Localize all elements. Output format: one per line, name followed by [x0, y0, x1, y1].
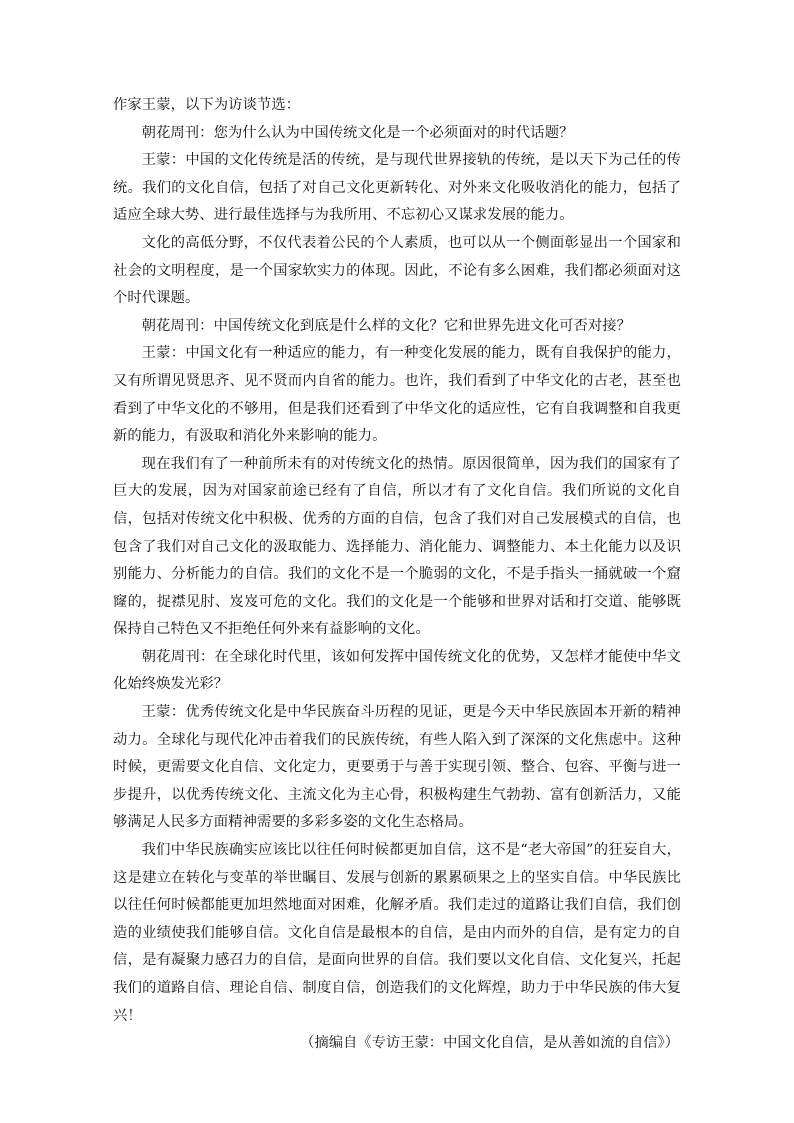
question-3: 朝花周刊：在全球化时代里，该如何发挥中国传统文化的优势，又怎样才能使中华文化始终焕发光彩？ — [113, 648, 681, 693]
document-page — [113, 92, 681, 1058]
answer-2-paragraph-2: 现在我们有了一种前所未有的对传统文化的热情。原因很简单，因为我们的国家有了巨大的发展，因为对国家前途已经有了自信，所以才有了文化自信。我们所说的文化自信，包括对传统文化中积极、优秀的方面的自信，包含了我们对自己发展模式的自信，也包含了我们对自己文化的汲取能力、选择能力、消化能力、调整能力、本土化能力以及识别能力、分析能力的自信。我们的文化不是一个脆弱的文化，不是手指头一捅就破一个窟窿的，捉襟见肘、岌岌可危的文化。我们的文化是一个能够和世界对话和打交道、能够既保持自己特色又不拒绝任何外来有益影响的文化。 — [113, 455, 681, 638]
source-citation: （摘编自《专访王蒙：中国文化自信，是从善如流的自信》） — [300, 1035, 679, 1052]
intro-line: 作家王蒙，以下为访谈节选： — [113, 97, 301, 113]
answer-3-paragraph-2: 我们中华民族确实应该比以往任何时候都更加自信，这不是“老大帝国”的狂妄自大，这是建立在转化与变革的举世瞩目、发展与创新的累累硕果之上的坚实自信。中华民族比以往任何时候都能更加坦然地面对困难，化解矛盾。我们走过的道路让我们自信，我们创造的业绩使我们能够自信。文化自信是最根本的自信，是由内而外的自信，是有定力的自信，是有凝聚力感召力的自信，是面向世界的自信。我们要以文化自信、文化复兴，托起我们的道路自信、理论自信、制度自信，创造我们的文化辉煌，助力于中华民族的伟大复兴！ — [113, 842, 681, 1024]
answer-2-paragraph-1: 王蒙：中国文化有一种适应的能力，有一种变化发展的能力，既有自我保护的能力，又有所谓见贤思齐、见不贤而内自省的能力。也许，我们看到了中华文化的古老，甚至也看到了中华文化的不够用，但是我们还看到了中华文化的适应性，它有自我调整和自我更新的能力，有汲取和消化外来影响的能力。 — [113, 345, 681, 445]
answer-1-paragraph-1: 王蒙：中国的文化传统是活的传统，是与现代世界接轨的传统，是以天下为己任的传统。我们的文化自信，包括了对自己文化更新转化、对外来文化吸收消化的能力，包括了适应全球大势、进行最佳选择与为我所用、不忘初心又谋求发展的能力。 — [113, 152, 681, 224]
question-1: 朝花周刊：您为什么认为中国传统文化是一个必须面对的时代话题？ — [141, 124, 574, 141]
question-2: 朝花周刊：中国传统文化到底是什么样的文化？它和世界先进文化可否对接？ — [141, 317, 632, 334]
answer-3-paragraph-1: 王蒙：优秀传统文化是中华民族奋斗历程的见证，更是今天中华民族固本开新的精神动力。全球化与现代化冲击着我们的民族传统，有些人陷入到了深深的文化焦虑中。这种时候，更需要文化自信、文化定力，更要勇于与善于实现引领、整合、包容、平衡与进一步提升，以优秀传统文化、主流文化为主心骨，积极构建生气勃勃、富有创新活力，又能够满足人民多方面精神需要的多彩多姿的文化生态格局。 — [113, 704, 681, 831]
answer-1-paragraph-2: 文化的高低分野，不仅代表着公民的个人素质，也可以从一个侧面彰显出一个国家和社会的文明程度，是一个国家软实力的体现。因此，不论有多么困难，我们都必须面对这个时代课题。 — [113, 234, 681, 307]
